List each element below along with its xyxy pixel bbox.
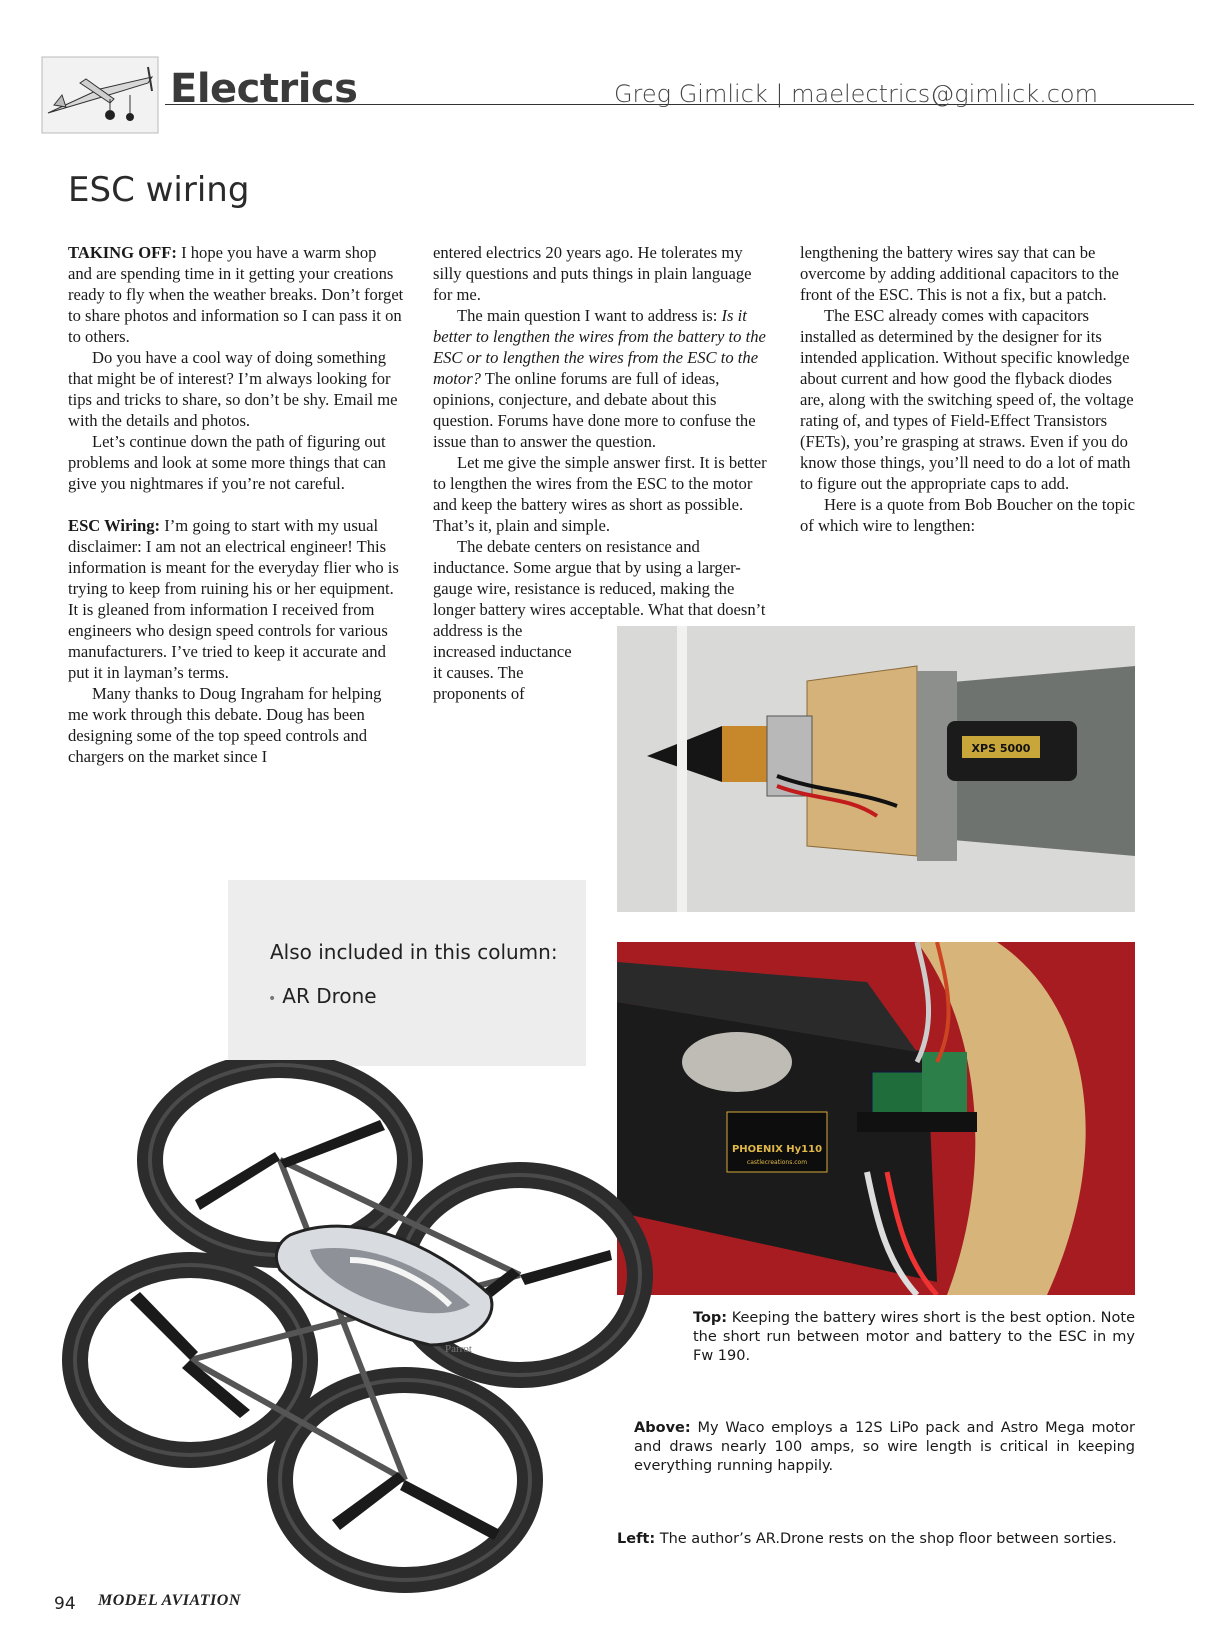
run-in-heading: ESC Wiring:: [68, 516, 161, 535]
caption-top: [693, 1309, 1135, 1366]
paragraph: lengthening the battery wires say that can be overcome by adding additional capacitors to the front of the ESC. This is not a fix, but a patch.: [800, 243, 1119, 304]
bullet-icon: •: [268, 991, 277, 1007]
drone-brand-label: Parrot: [445, 1343, 472, 1355]
question-text: Is it better to lengthen the wires from the battery to the ESC or to lengthen the wires from the ESC to the motor?: [433, 306, 766, 388]
paragraph-text: I hope you have a warm shop and are spending time in it getting your creations ready to fly when the weather breaks. Don’t forget to share photos and information so I can pass it on to others.: [68, 243, 404, 346]
run-in-heading: TAKING OFF:: [68, 243, 177, 262]
sidebar-box: [228, 880, 586, 1066]
sidebar-item-label: AR Drone: [282, 984, 377, 1008]
caption-left: [617, 1530, 1135, 1549]
paragraph: [433, 305, 769, 452]
esc-brand-label: PHOENIX Hy110: [731, 1144, 823, 1155]
photo-fw190-esc: [617, 626, 1135, 912]
photo-waco-esc: [617, 942, 1135, 1295]
caption-above: [634, 1419, 1135, 1476]
paragraph: Let me give the simple answer first. It is better to lengthen the wires from the ESC to the motor and keep the battery wires as short as possible. That’s it, plain and simple.: [433, 453, 767, 535]
airplane-logo-icon: [40, 55, 160, 135]
caption-lead: Top:: [693, 1310, 728, 1326]
ar-drone-photo: [50, 1060, 660, 1605]
paragraph: [68, 242, 404, 347]
waco-illustration: [617, 942, 1135, 1295]
paragraph-text: I’m going to start with my usual disclaimer: I am not an electrical engineer! This information is meant for the everyday flier who is trying to keep from ruining his or her equipment. It is gleaned from information I received from engineers who design speed controls for various manufacturers. I’ve tried to keep it accurate and put it in layman’s terms.: [68, 516, 399, 682]
magazine-name: MODEL AVIATION: [98, 1592, 241, 1609]
article-column-2: [433, 242, 769, 536]
author-byline: Greg Gimlick | maelectrics@gimlick.com: [613, 80, 1098, 108]
battery-label: XPS 5000: [971, 742, 1031, 755]
page-number: 94: [54, 1594, 76, 1614]
caption-text: Keeping the battery wires short is the best option. Note the short run between motor and battery to the ESC in my Fw 190.: [693, 1310, 1135, 1364]
paragraph-text: The main question I want to address is:: [457, 306, 722, 325]
caption-text: My Waco employs a 12S LiPo pack and Astro Mega motor and draws nearly 100 amps, so wire length is critical in keeping everything running happily.: [634, 1420, 1135, 1474]
sidebar-heading: Also included in this column:: [270, 940, 558, 964]
article-column-1: [68, 242, 404, 767]
caption-text: The author’s AR.Drone rests on the shop floor between sorties.: [655, 1531, 1117, 1547]
section-title: Electrics: [170, 66, 358, 112]
paragraph: Let’s continue down the path of figuring out problems and look at some more things that can give you nightmares if you’re not careful.: [68, 432, 386, 493]
paragraph: [68, 515, 404, 683]
paragraph: entered electrics 20 years ago. He tolerates my silly questions and puts things in plain language for me.: [433, 243, 752, 304]
article-column-3: [800, 242, 1136, 536]
caption-lead: Above:: [634, 1420, 691, 1436]
fw190-illustration: [617, 626, 1135, 912]
paragraph-text: The online forums are full of ideas, opinions, conjecture, and debate about this question. Forums have done more to confuse the issue than to answer the question.: [433, 369, 756, 451]
paragraph: The ESC already comes with capacitors installed as determined by the designer for its intended application. Without specific knowledge about current and how good the flyback diodes are, along with the switching speed of, the voltage rating of, and types of Field-Effect Transistors (FETs), you’re grasping at straws. Even if you do know those things, you’ll need to do a lot of math to figure out the appropriate caps to add.: [800, 306, 1134, 493]
paragraph: Do you have a cool way of doing something that might be of interest? I’m always looking for tips and tricks to share, so don’t be shy. Email me with the details and photos.: [68, 348, 398, 430]
article-title: ESC wiring: [68, 170, 250, 210]
paragraph-text: The debate centers on resistance and inductance. Some argue that by using a larger-gauge wire, resistance is reduced, making the longer battery wires acceptable. What that doesn’t address is the increased inductance it causes. The proponents of: [433, 537, 766, 703]
caption-lead: Left:: [617, 1531, 656, 1547]
esc-brand-url: castlecreations.com: [746, 1159, 808, 1166]
paragraph: Here is a quote from Bob Boucher on the topic of which wire to lengthen:: [800, 495, 1136, 535]
paragraph: Many thanks to Doug Ingraham for helping me work through this debate. Doug has been designing some of the top speed controls and chargers on the market since I: [68, 684, 382, 766]
sidebar-item: [268, 984, 377, 1008]
